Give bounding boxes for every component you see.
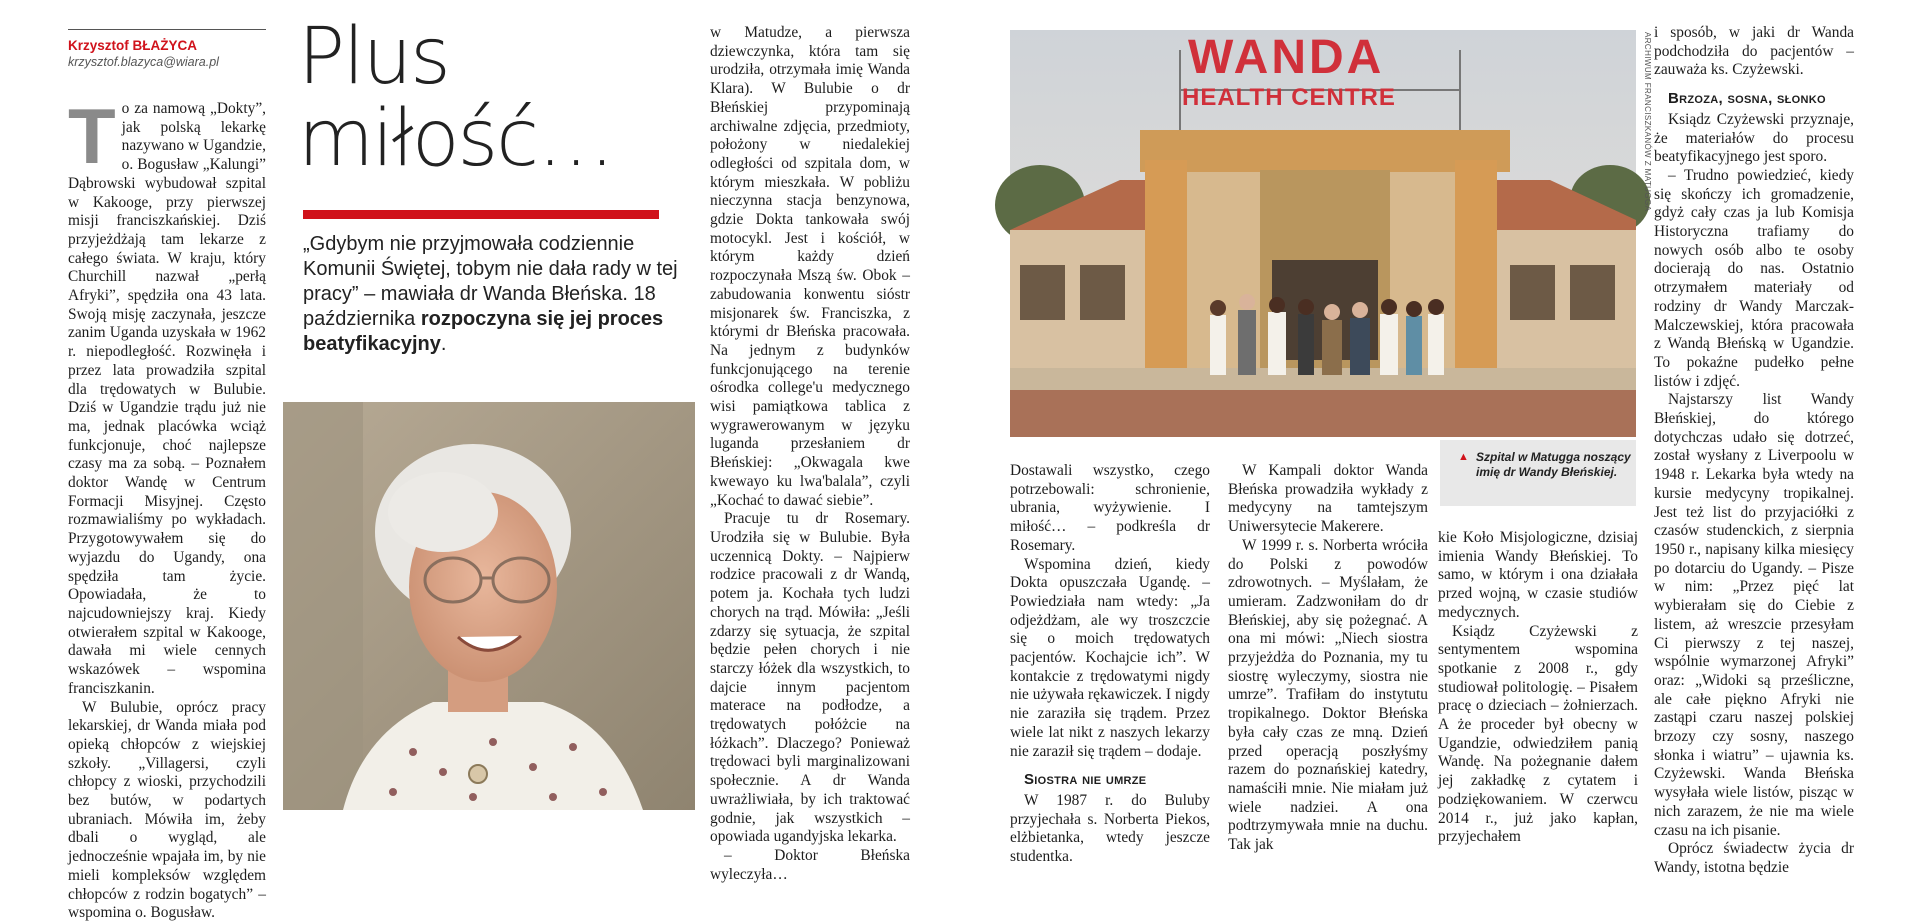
paragraph: w Matudze, a pierwsza dziewczynka, która tam się urodziła, otrzymała imię Wanda Klara). W Bulubie o dr Błeńskiej przypominają archiwalne zdjęcia, przedmioty, położony w niedalekiej odległości od szpitala dom, w którym mieszkała. W pobliżu nieczynna stacja benzynowa, gdzie Dokta tankowała swój motocykl. Jest i kościół, w którym każdy dzień rozpoczynała Mszą św. Obok – zabudowania konwentu sióstr misjonarek św. Franciszka, z którymi dr Błeńska pracowała. Na jednym z budynków funkcjonującego na terenie ośrodka college'u medycznego wisi pamiątkowa tablica z wygrawerowanym w języku luganda przesłaniem dr Błeńskiej: „Okwagala kwe kwewayo ku lwa'balala”, czyli „Kochać to dawać siebie”. (710, 24, 910, 509)
headline-line: Plus (298, 12, 449, 102)
deck (303, 232, 695, 357)
paragraph: o za namową „Dokty”, jak polską lekarkę nazywano w Ugandzie, o. Bogusław „Kalungi” Dąbrowski wybudował szpital w Kakooge, przy pierwszej misji franciszkańskiej. Dziś przyjeżdżają tam lekarze z całego świata. W kraju, który Churchill nazwał „perłą Afryki”, spędziła ona 43 lata. Swoją misję zaczynała, jeszcze zanim Uganda uzyskała w 1962 r. niepodległość. Rozwinęła i przez lata prowadziła szpital dla trędowatych w Bulubie. Dziś w Ugandzie trądu już nie ma, jednak placówka wciąż funkcjonuje, choć najlepsze czasy ma za sobą. – Poznałem doktor Wandę w Centrum Formacji Misyjnej. Często rozmawialiśmy po wykładach. Przygotowywałem się do wyjazdu do Ugandy, ona spędziła tam życie. Opowiadała, że to najcudowniejszy kraj. Kiedy otwierałem szpital w Kakooge, dawała mi wiele cennych wskazówek – wspomina franciszkanin. (68, 100, 266, 697)
paragraph: Oprócz świadectw życia dr Wandy, istotna będzie (1654, 840, 1854, 876)
hospital-photo (1010, 30, 1636, 437)
paragraph: W Bulubie, oprócz pracy lekarskiej, dr Wanda miała pod opieką chłopców z wiejskiej szkoły. „Villagersi, czyli chłopcy z wioski, przychodzili bez butów, w podartych ubraniach. Mówiła im, żeby dbali o wygląd, ale jednocześnie wpajała im, by nie mieli kompleksów względem chłopców z rodzin bogatych” – wspomina o. Bogusław. (68, 698, 266, 922)
portrait-photo (283, 402, 695, 810)
subheading: Siostra nie umrze (1024, 771, 1147, 789)
headline (298, 12, 614, 184)
paragraph: – Doktor Błeńska wyleczyła… (710, 846, 910, 883)
column-8 (1654, 24, 1854, 876)
column-6 (1228, 462, 1428, 854)
headline-line: miłość… (298, 94, 614, 184)
deck-text: „Gdybym nie przyjmowała codziennie Komunii Świętej, tobym nie dała rady w tej pracy” – mawiała dr Wanda Błeńska. 18 października (303, 233, 678, 330)
photo-credit: ARCHIWUM FRANCISZKANÓW Z MATUGGA (1643, 32, 1652, 212)
paragraph: Ksiądz Czyżewski z sentymentem wspomina spotkanie z 2008 r., gdy studiował politologię. – Pisałem pracę o dzieciach – żołnierzach. A że proceder był obecny w Ugandzie, odwiedziłem panią Wandę. Na pożegnanie dałem jej zakładkę z cytatem i podziękowaniem. W czerwcu 2014 r., już jako kapłan, przyjechałem (1438, 622, 1638, 846)
paragraph: Ksiądz Czyżewski przyznaje, że materiałów do procesu beatyfikacyjnego jest sporo. (1654, 110, 1854, 166)
paragraph: W 1999 r. s. Norberta wróciła do Polski z powodów zdrowotnych. – Myślałam, że umieram. Zadzwoniłam do dr Błeńskiej, aby się pożegnać. A ona mi mówi: „Niech siostra przyjeżdża do Poznania, my tu siostrę wyleczymy, siostra nie umrze”. Trafiłam do instytutu tropikalnego. Doktor Błeńska była cały czas ze mną. Dzień przed operacją poszłyśmy razem do poznańskiej katedry, namaściłi mnie. Nie miałam już wiele nadziei. A ona podtrzymywała mnie na duchu. Tak jak (1228, 536, 1428, 854)
paragraph: Najstarszy list Wandy Błeńskiej, do którego dotychczas udało się dotrzeć, został wysłany z Liverpoolu w 1948 r. Lekarka była wtedy na kursie medycyny tropikalnej. Jest też list do przyjaciółki z czasów studenckich, z sierpnia 1950 r., napisany kilka miesięcy po dotarciu do Ugandy. – Pisze w nim: „Przez pięć lat wybierałam się do Ciebie z listem, aż wreszcie przesyłam Ci pierwszy z tej naszej, wspólnie wymarzonej Afryki” oraz: „Widoki są prześliczne, ale całe piękno Afryki nie zastąpi czaru naszej polskiej brzozy czy sosny, naszego słonka i wiatru” – ujawnia ks. Czyżewski. Wanda Błeńska wysyłała wiele listów, pisząc w nich zarazem, że nie ma wiele czasu na ich pisanie. (1654, 391, 1854, 839)
photo-caption (1440, 440, 1636, 506)
paragraph: – Trudno powiedzieć, kiedy się skończy ich gromadzenie, gdyż cały czas ja lub Komisja Historyczna trafiamy do nowych osób albo te osoby docierają do nas. Ostatnio otrzymałem materiały od rodziny dr Wandy Marczak-Malczewskiej, która pracowała z Wandą Błeńską w Ugandzie. To pokaźne pudełko pełne listów i zdjęć. (1654, 166, 1854, 390)
paragraph: W 1987 r. do Buluby przyjechała s. Norberta Piekos, elżbietanka, wtedy jeszcze studentka. (1010, 791, 1210, 866)
paragraph: Dostawali wszystko, czego potrzebowali: schronienie, ubrania, wyżywienie. I miłość… – podkreśla dr Rosemary. (1010, 462, 1210, 554)
paragraph: Wspomina dzień, kiedy Dokta opuszczała Ugandę. – Powiedziała nam wtedy: „Ja odjeżdżam, ale wy troszczcie się o moich trędowatych pacjentów. Kochajcie ich”. W kontakcie z trędowatymi nigdy nie używała rękawiczek. I nigdy nie zaraziła się trądem. Przez wiele lat nikt z naszych lekarzy nie zaraził się trądem – dodaje. (1010, 555, 1210, 760)
headline-accent-bar (303, 210, 659, 219)
subheading: Brzoza, sosna, słonko (1668, 90, 1826, 108)
caption-text: Szpital w Matugga noszący imię dr Wandy Błeńskiej. (1476, 450, 1631, 479)
column-5 (1010, 462, 1210, 866)
deck-end: . (440, 333, 447, 355)
sign-health-centre: HEALTH CENTRE (1182, 84, 1396, 111)
paragraph: i sposób, w jaki dr Wanda podchodziła do pacjentów – zauważa ks. Czyżewski. (1654, 24, 1854, 79)
sign-wanda: WANDA (1188, 31, 1385, 84)
column-7 (1438, 529, 1638, 846)
paragraph: Pracuje tu dr Rosemary. Urodziła się w Bulubie. Była uczennicą Dokty. – Najpierw rodzice pracowali z dr Wandą, potem ja. Kochała tych ludzi chorych na trąd. Mówiła: „Jeśli zdarzy się sytuacja, że szpital będzie pełen chorych i nie starczy łóżek dla wszystkich, to dajcie innym pacjentom materace na podłodze, a trędowatych połóżcie na łóżkach”. Dlaczego? Ponieważ trędowaci byli marginalizowani społecznie. A dr Wanda uwrażliwiała, by ich traktować godnie, jak wszystkich – opowiada ugandyjska lekarka. (710, 510, 910, 846)
author-rule (68, 29, 266, 30)
deck-highlight: rozpoczyna się jej proces beatyfikacyjny (303, 308, 664, 355)
author-email: krzysztof.blazyca@wiara.pl (68, 55, 219, 69)
paragraph: W Kampali doktor Wanda Błeńska prowadziła wykłady z medycyny na tamtejszym Uniwersytecie Makerere. (1228, 462, 1428, 536)
caption-triangle-icon: ▲ (1458, 451, 1469, 463)
column-3 (710, 24, 910, 883)
column-1 (68, 92, 266, 922)
drop-cap: T (68, 92, 116, 180)
paragraph: kie Koło Misjologiczne, dzisiaj imienia Wandy Błeńskiej. To samo, w którym i ona działała przed wojną, w czasie studiów medycznych. (1438, 529, 1638, 621)
author-name: Krzysztof BŁAŻYCA (68, 38, 198, 53)
